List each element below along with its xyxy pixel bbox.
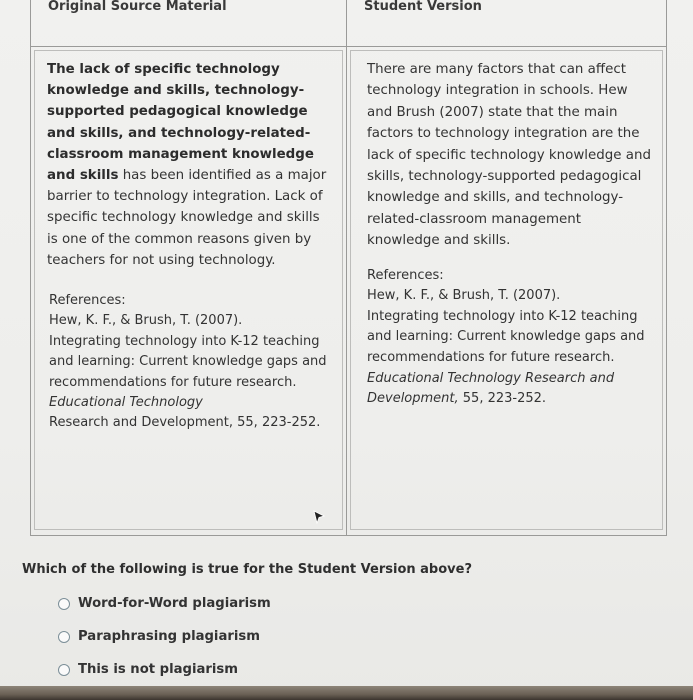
option-paraphrasing[interactable] bbox=[58, 629, 260, 644]
option-label: Paraphrasing plagiarism bbox=[78, 629, 260, 644]
original-bold-text: The lack of specific technology knowledge and skills, technology-supported pedagogical knowledge and skills, and technology-related-classroom management knowledge and skills bbox=[47, 62, 314, 184]
option-label: This is not plagiarism bbox=[78, 662, 238, 677]
radio-button[interactable] bbox=[58, 664, 70, 676]
student-ref-line1: Hew, K. F., & Brush, T. (2007). bbox=[367, 288, 561, 304]
comparison-table bbox=[30, 0, 667, 536]
bottom-bezel bbox=[0, 686, 693, 700]
student-ref-journal: Educational Technology Research and Development, bbox=[367, 370, 615, 407]
original-ref-journal-b: Research and Development, bbox=[49, 415, 233, 431]
option-label: Word-for-Word plagiarism bbox=[78, 596, 271, 611]
original-ref-tail: 55, 223-252. bbox=[233, 415, 321, 431]
original-ref-line2: Integrating technology into K-12 teaching and learning: Current knowledge gaps and recommendations for future research. bbox=[49, 333, 327, 390]
original-references bbox=[49, 291, 334, 434]
option-not-plagiarism[interactable] bbox=[58, 662, 238, 677]
original-paragraph bbox=[43, 59, 334, 271]
mouse-cursor-icon bbox=[313, 510, 325, 524]
original-ref-journal-a: Educational Technology bbox=[49, 395, 203, 411]
original-rest-text: has been identified as a major barrier to technology integration. Lack of specific technology knowledge and skills is one of the common reasons given by teachers for not using technology. bbox=[47, 168, 327, 268]
student-ref-tail: 55, 223-252. bbox=[458, 391, 547, 407]
student-ref-line2: Integrating technology into K-12 teaching and learning: Current knowledge gaps and recommendations for future research. bbox=[367, 308, 645, 366]
student-references bbox=[367, 266, 654, 410]
header-original bbox=[31, 0, 347, 47]
header-student bbox=[347, 0, 667, 47]
student-ref-heading: References: bbox=[367, 267, 444, 283]
original-ref-line1: Hew, K. F., & Brush, T. (2007). bbox=[49, 313, 243, 329]
original-cell bbox=[31, 47, 347, 536]
question-prompt: Which of the following is true for the Student Version above? bbox=[22, 562, 472, 577]
radio-button[interactable] bbox=[58, 631, 70, 643]
option-word-for-word[interactable] bbox=[58, 596, 271, 611]
original-ref-heading: References: bbox=[49, 293, 126, 309]
header-original-label: Original Source Material bbox=[48, 0, 227, 14]
header-student-label: Student Version bbox=[364, 0, 482, 14]
student-paragraph: There are many factors that can affect technology integration in schools. Hew and Brush (2007) state that the main factors to technology integration are the lack of specific technology knowledge and skills, technology-supported pedagogical knowledge and skills, and technology-related-classroom management knowledge and skills. bbox=[367, 62, 651, 249]
radio-button[interactable] bbox=[58, 598, 70, 610]
student-cell bbox=[347, 47, 667, 536]
